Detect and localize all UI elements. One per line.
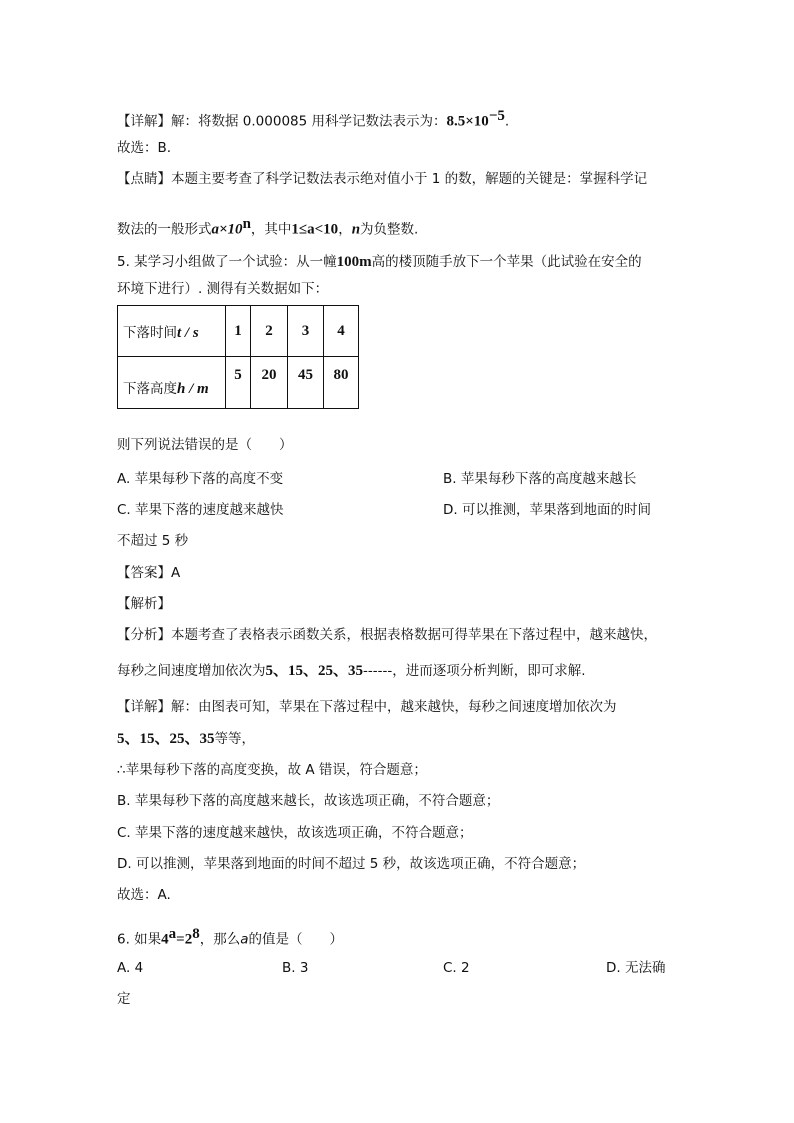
detail-line: 【详解】解：由图表可知，苹果在下落过程中，越来越快，每秒之间速度增加依次为	[117, 699, 617, 715]
option-b: B. 3	[282, 960, 309, 976]
detail-step: ∴苹果每秒下落的高度变换，故 A 错误，符合题意；	[117, 762, 427, 778]
analysis-line: 【分析】本题考查了表格表示函数关系，根据表格数据可得苹果在下落过程中，越来越快，	[117, 627, 657, 643]
question-5: 5. 某学习小组做了一个试验：从一幢100m高的楼顶随手放下一个苹果（此试验在安全的	[117, 254, 642, 270]
choice-line: 故选：A.	[117, 887, 171, 903]
option-d-cont: 定	[117, 991, 131, 1007]
answer: 【答案】A	[117, 565, 181, 581]
option-a: A. 苹果每秒下落的高度不变	[117, 471, 284, 487]
option-b: B. 苹果每秒下落的高度越来越长	[443, 471, 637, 487]
detail-step: C. 苹果下落的速度越来越快，故该选项正确，不符合题意；	[117, 825, 473, 841]
detail-step: D. 可以推测，苹果落到地面的时间不超过 5 秒，故该选项正确，不符合题意；	[117, 856, 586, 872]
detail-step: B. 苹果每秒下落的高度越来越长，故该选项正确，不符合题意；	[117, 793, 500, 809]
option-d: D. 无法确	[606, 960, 666, 976]
choice-line: 故选：B.	[117, 140, 172, 156]
option-d: D. 可以推测，苹果落到地面的时间	[443, 502, 651, 518]
detail-line: 【详解】解：将数据 0.000085 用科学记数法表示为：$8.5\times 10^{-5}$.	[117, 108, 510, 130]
option-d-cont: 不超过 5 秒	[117, 533, 189, 549]
data-table: 下落时间t / s 1 2 3 4 下落高度h / m 5 20 45 80	[117, 305, 359, 409]
question-6: 6. 如果$4^a=2^8$，那么a的值是（ ）	[117, 926, 344, 948]
detail-line-2: 5、15、25、35等等，	[117, 731, 256, 747]
comment-line-2: 数法的一般形式$a\times 10^n$，其中1≤a<10，n为负整数.	[117, 216, 419, 238]
question-5-line-2: 环境下进行）. 测得有关数据如下：	[117, 281, 329, 297]
analysis-line-2: 每秒之间速度增加依次为5、15、25、35------，进而逐项分析判断，即可求解.	[117, 663, 586, 679]
option-a: A. 4	[117, 960, 144, 976]
option-c: C. 2	[443, 960, 470, 976]
comment-line: 【点睛】本题主要考查了科学记数法表示绝对值小于 1 的数，解题的关键是：掌握科学记	[117, 171, 648, 187]
question-stem: 则下列说法错误的是（ ）	[117, 437, 293, 453]
option-c: C. 苹果下落的速度越来越快	[117, 502, 284, 518]
analysis-heading: 【解析】	[117, 596, 171, 612]
